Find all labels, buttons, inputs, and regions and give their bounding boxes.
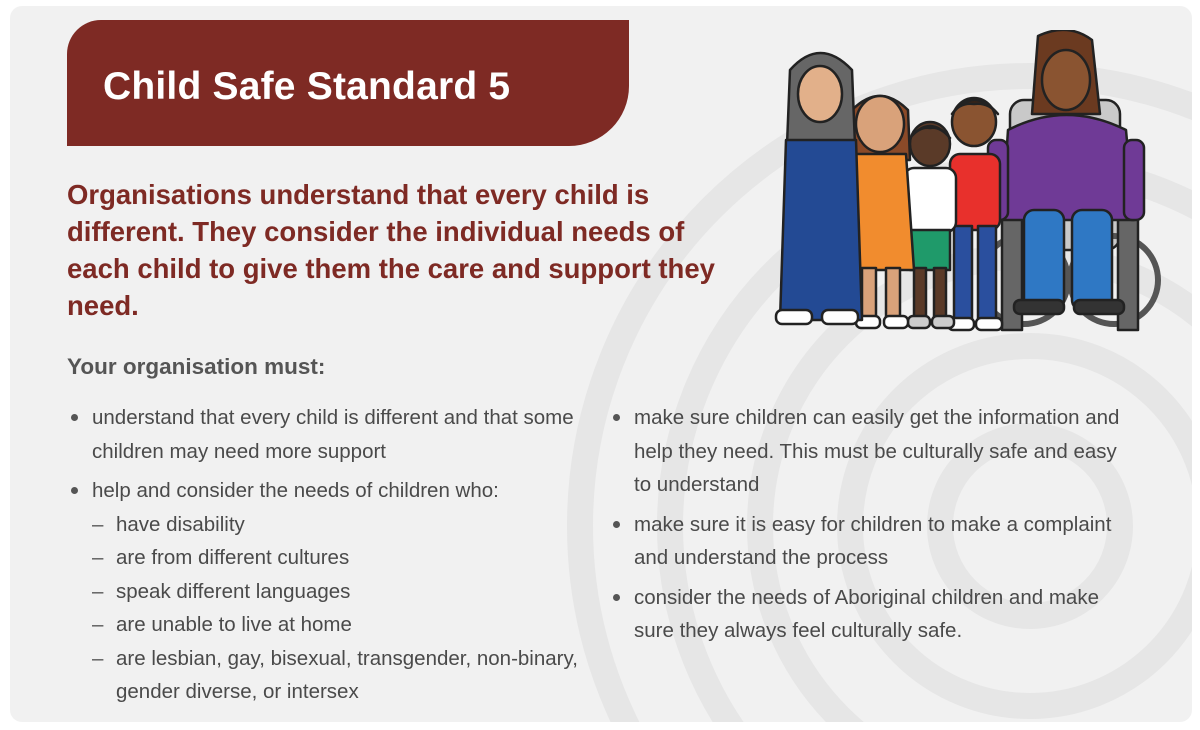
bullet-icon [613,594,620,601]
page-title: Child Safe Standard 5 [103,65,511,108]
bullet-icon [613,521,620,528]
bullet-icon [613,414,620,421]
requirements-list-right [610,401,1130,654]
sublist-item: – are unable to live at home [92,608,578,642]
bullet-icon [71,414,78,421]
list-item-text: understand that every child is different and that some children may need more support [92,406,574,463]
list-item [68,474,578,709]
sublist-item: – are lesbian, gay, bisexual, transgender, non-binary, gender diverse, or intersex [92,642,578,709]
dash-icon: – [92,546,104,569]
list-item-text: make sure it is easy for children to make a complaint and understand the process [634,512,1112,569]
sublist [92,508,578,709]
list-item [68,401,578,468]
standard-headline: Organisations understand that every child is different. They consider the individual needs of each child to give them the care and support they need. [67,179,715,321]
sublist-item: – speak different languages [92,575,578,609]
list-item-text: consider the needs of Aboriginal children and make sure they always feel culturally safe. [634,585,1099,642]
list-item-text: make sure children can easily get the information and help they need. This must be culturally safe and easy to understand [634,406,1120,496]
dash-icon: – [92,613,104,636]
title-banner [67,20,629,146]
list-item [610,401,1130,502]
bullet-icon [71,487,78,494]
sublist-item: – are from different cultures [92,541,578,575]
group-of-people-illustration [762,30,1162,340]
standard-card [10,6,1192,722]
dash-icon: – [92,512,104,536]
woman-in-hijab [776,53,862,324]
sublist-item: – have disability [92,508,578,542]
list-item-text: help and consider the needs of children who: [92,479,499,502]
list-item [610,581,1130,648]
dash-icon: – [92,579,104,603]
requirements-list-left [68,401,578,715]
list-lead: Your organisation must: [67,354,326,379]
list-item [610,508,1130,575]
dash-icon: – [92,646,104,670]
